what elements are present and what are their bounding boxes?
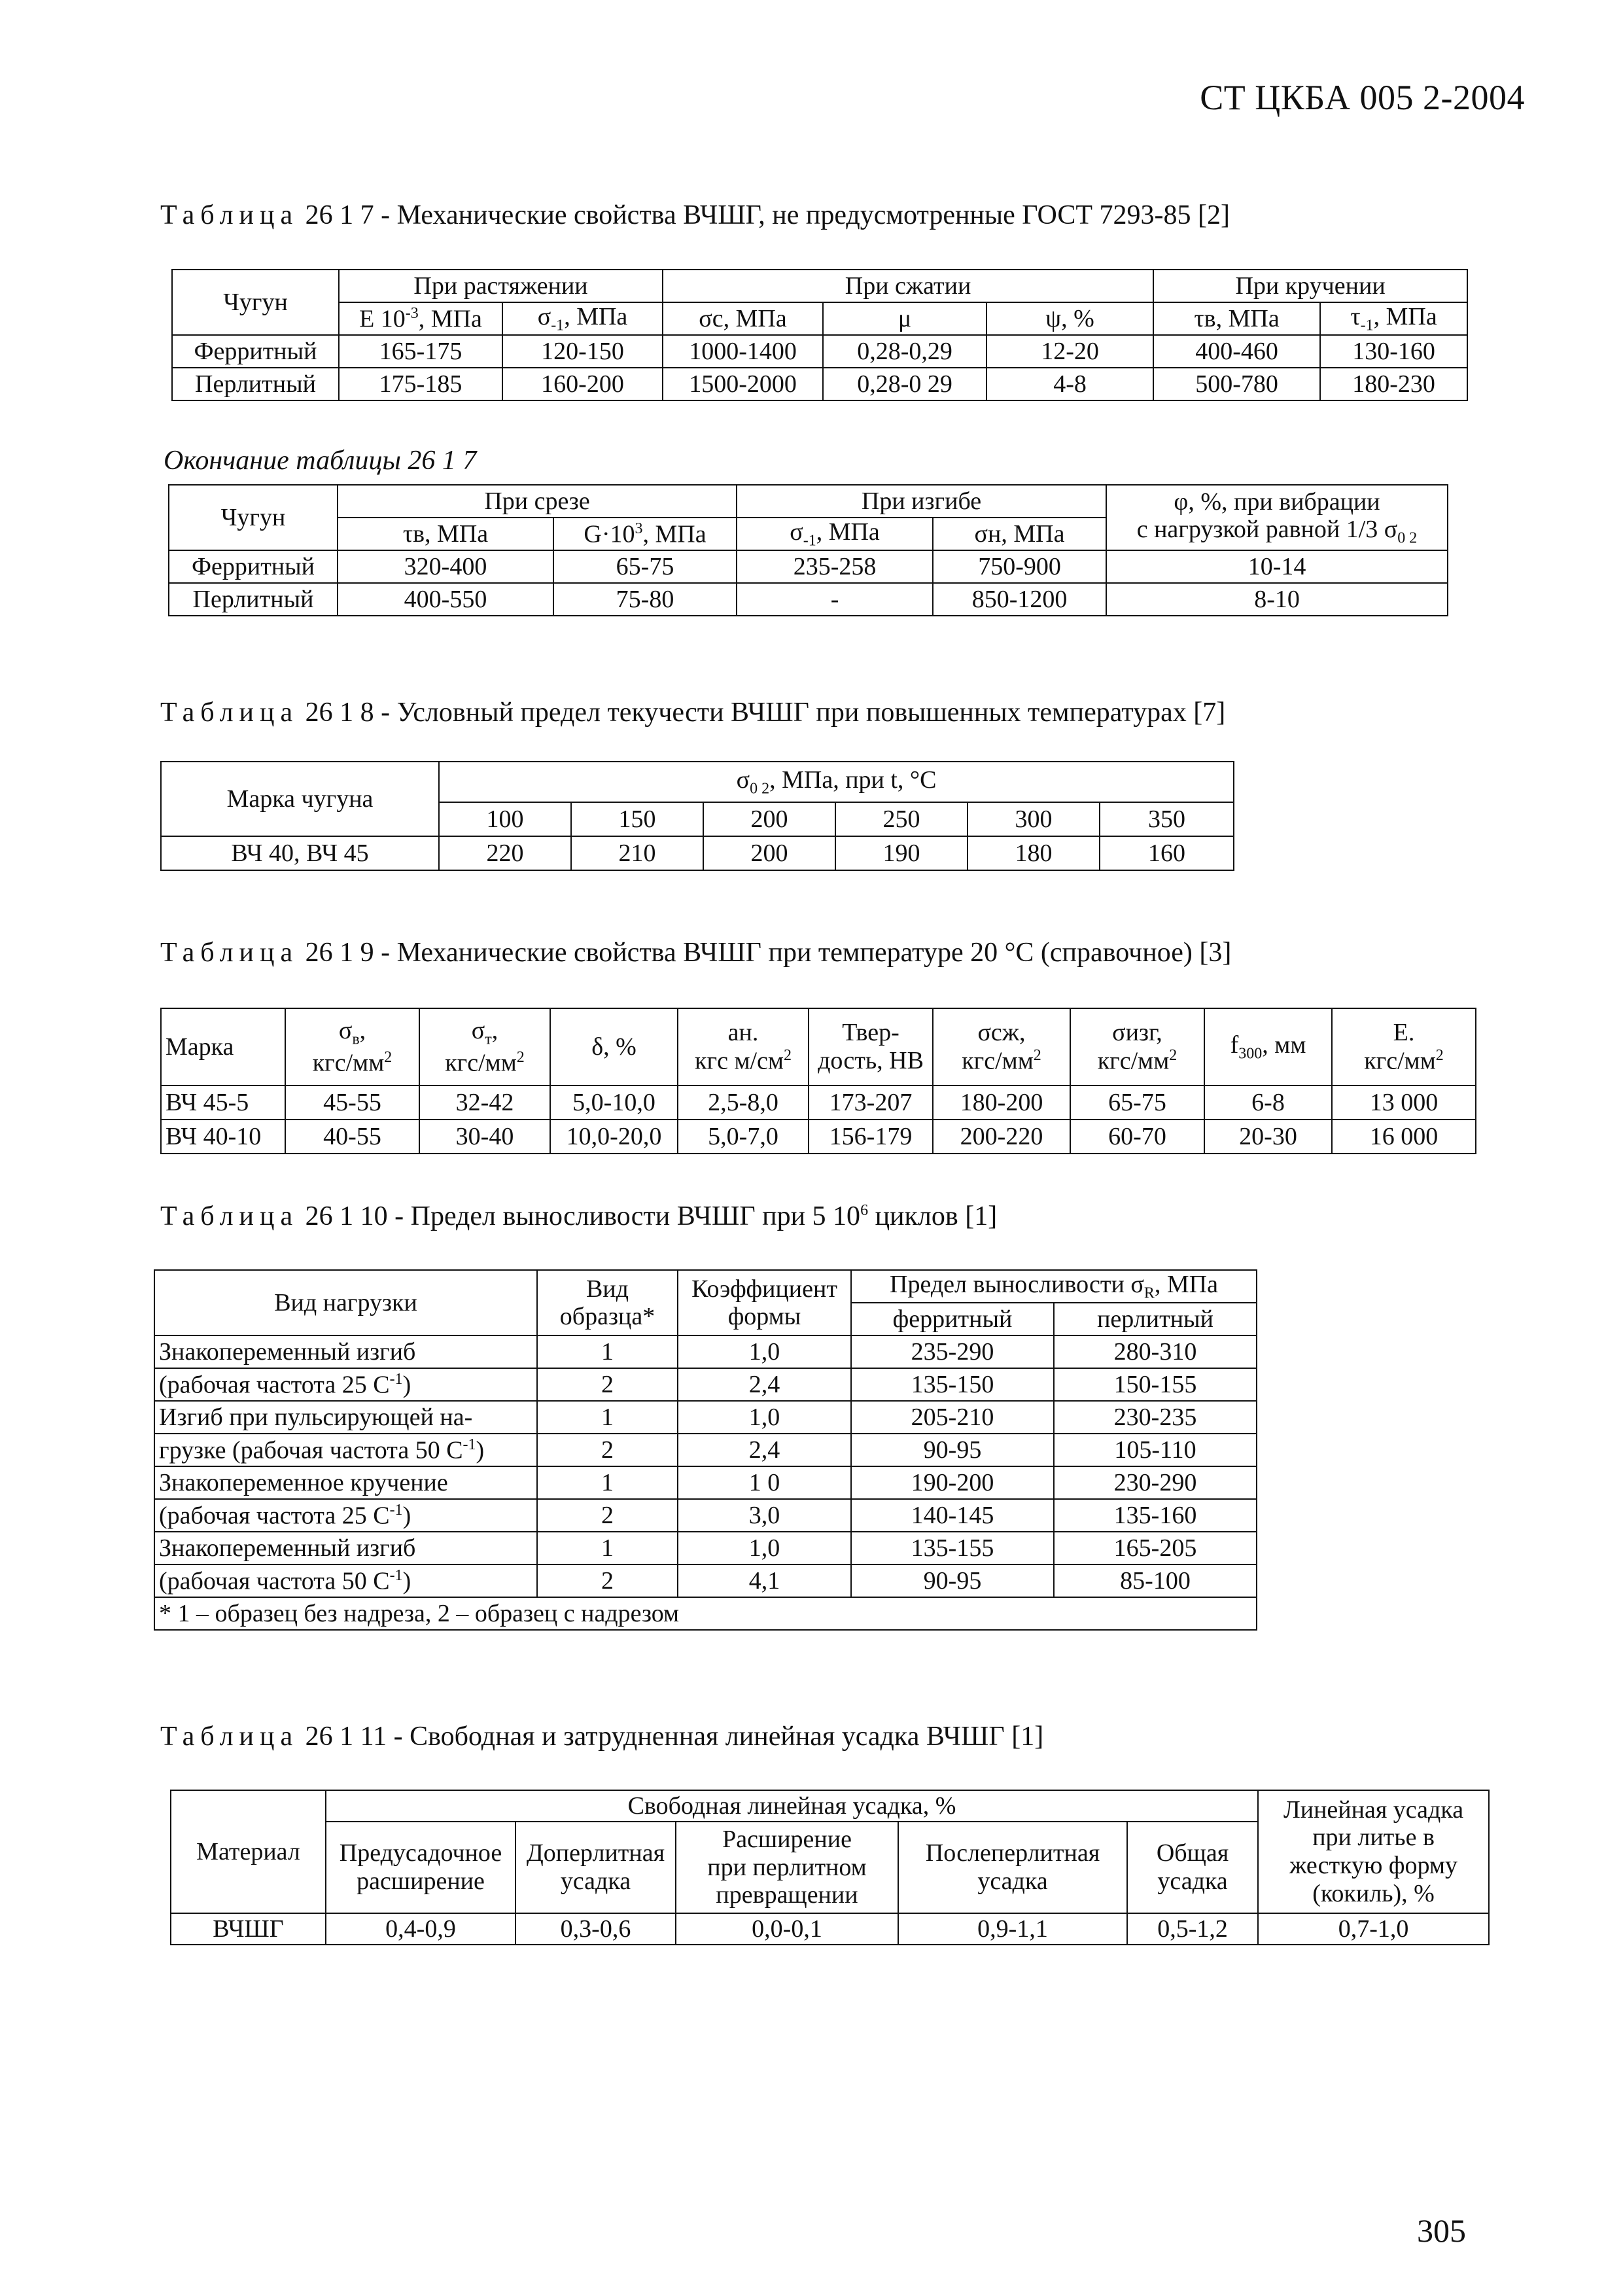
table-cell: 190	[835, 836, 968, 870]
table-row	[154, 1532, 1257, 1564]
header-free-shrinkage: Свободная линейная усадка, %	[326, 1790, 1258, 1822]
caption-number: 26 1 11	[305, 1722, 387, 1752]
header-grade: Марка	[161, 1008, 285, 1086]
table-cell: 180-200	[933, 1086, 1070, 1120]
table-cell: 1	[537, 1532, 678, 1564]
header-tension: При растяжении	[339, 270, 663, 302]
caption-table-continuation: Окончание таблицы 26 1 7	[164, 446, 477, 476]
table-cell: 1,0	[678, 1401, 851, 1434]
table-cell: 180-230	[1320, 368, 1467, 400]
table-cell: 0,3-0,6	[515, 1913, 676, 1945]
header-sigma-minus-1: $\sigma_{-1}$, МПа	[737, 518, 933, 550]
table-cell: 120-150	[502, 335, 663, 368]
table-cell: 180	[968, 836, 1100, 870]
table-cell: 130-160	[1320, 335, 1467, 368]
table-cell: 230-290	[1054, 1466, 1257, 1499]
table-cell: 32-42	[419, 1086, 550, 1120]
header-elastic-modulus: E $10^{-3}$, МПа	[339, 302, 502, 335]
table-cell: 1000-1400	[663, 335, 823, 368]
header-sigma-compression: σсж, кгс/$мм^2$	[933, 1008, 1070, 1086]
table-row	[161, 836, 1234, 870]
table-row	[161, 1086, 1476, 1120]
table-cell: 40-55	[285, 1120, 419, 1154]
header-pearlite-expansion: Расширение при перлитном превращении	[676, 1822, 898, 1913]
table-row	[154, 1401, 1257, 1434]
table-cell: 140-145	[851, 1499, 1054, 1532]
table-cell: 2,4	[678, 1368, 851, 1401]
header-shear-modulus: $G\cdot 10^3$, МПа	[553, 518, 737, 550]
header-postpearlite-shrinkage: Послеперлитная усадка	[898, 1822, 1127, 1913]
header-torsion: При кручении	[1153, 270, 1467, 302]
caption-label: Таблица	[160, 698, 299, 728]
table-cell: ВЧШГ	[171, 1913, 326, 1945]
load-type-line: Знакопеременный изгиб	[154, 1532, 537, 1564]
caption-text: - Предел выносливости ВЧШГ при 5 $10^6$ циклов [1]	[394, 1201, 998, 1231]
table-cell: 10-14	[1106, 550, 1448, 583]
header-shape-factor: Коэффициент формы	[678, 1270, 851, 1335]
table-cell: 320-400	[338, 550, 553, 583]
table-cell: 135-160	[1054, 1499, 1257, 1532]
caption-text: - Механические свойства ВЧШГ при температуре 20 °С (справочное) [3]	[381, 938, 1232, 968]
header-specimen-type: Вид образца*	[537, 1270, 678, 1335]
table-cell: 205-210	[851, 1401, 1054, 1434]
table-cell: 200	[703, 836, 835, 870]
header-fatigue-limit: Предел выносливости $\sigma_R$, МПа	[851, 1270, 1257, 1303]
header-material: Материал	[171, 1790, 326, 1913]
table-cell: 160-200	[502, 368, 663, 400]
table-cell: 5,0-7,0	[678, 1120, 809, 1154]
table-cell: 850-1200	[933, 583, 1106, 616]
table-linear-shrinkage	[170, 1790, 1490, 1945]
load-type-line: (рабочая частота 25 $С^{-1}$)	[154, 1368, 537, 1401]
table-cell: 400-550	[338, 583, 553, 616]
table-cell: 12-20	[986, 335, 1153, 368]
table-yield-strength-temperature	[160, 761, 1234, 871]
header-temperature: 200	[703, 802, 835, 836]
table-cell: 1	[537, 1466, 678, 1499]
table-cell: 150-155	[1054, 1368, 1257, 1401]
table-cell: 135-155	[851, 1532, 1054, 1564]
table-row	[169, 583, 1448, 616]
header-temperature: 300	[968, 802, 1100, 836]
table-cell: 65-75	[1070, 1086, 1204, 1120]
table-cell: 165-205	[1054, 1532, 1257, 1564]
caption-label: Таблица	[160, 938, 299, 968]
table-cell: Ферритный	[172, 335, 339, 368]
header-phi-vibration: φ, %, при вибрации с нагрузкой равной 1/3 $\sigma_{0 2}$	[1106, 485, 1448, 550]
header-pearlitic: перлитный	[1054, 1303, 1257, 1335]
table-footnote: * 1 – образец без надреза, 2 – образец с надрезом	[154, 1597, 1257, 1630]
table-row	[169, 550, 1448, 583]
table-cell: 0,4-0,9	[326, 1913, 515, 1945]
header-tau-minus-1: $\tau_{-1}$, МПа	[1320, 302, 1467, 335]
table-cell: 0,28-0,29	[823, 335, 986, 368]
table-cell: Перлитный	[172, 368, 339, 400]
header-sigma-bending: σизг, кгс/$мм^2$	[1070, 1008, 1204, 1086]
table-cell: 2,4	[678, 1434, 851, 1466]
table-cell: 0,9-1,1	[898, 1913, 1127, 1945]
table-cell: 750-900	[933, 550, 1106, 583]
table-mechanical-properties	[171, 269, 1468, 401]
table-cell: 500-780	[1153, 368, 1320, 400]
table-cell: 156-179	[809, 1120, 933, 1154]
caption-table-26-1-8	[160, 697, 1225, 728]
table-cell: -	[737, 583, 933, 616]
header-delta: δ, %	[550, 1008, 678, 1086]
table-cell: 280-310	[1054, 1335, 1257, 1368]
table-cell: ВЧ 40, ВЧ 45	[161, 836, 439, 870]
header-ferritic: ферритный	[851, 1303, 1054, 1335]
table-cell: 90-95	[851, 1564, 1054, 1597]
table-cell: 16 000	[1332, 1120, 1476, 1154]
table-cell: 2	[537, 1368, 678, 1401]
caption-label: Таблица	[160, 200, 299, 230]
table-cell: 60-70	[1070, 1120, 1204, 1154]
table-cell: 65-75	[553, 550, 737, 583]
table-cell: 175-185	[339, 368, 502, 400]
table-row	[154, 1368, 1257, 1401]
table-row	[171, 1913, 1489, 1945]
table-cell: 135-150	[851, 1368, 1054, 1401]
header-sigma-c: σс, МПа	[663, 302, 823, 335]
table-row	[154, 1335, 1257, 1368]
header-tau-v: τв, МПа	[1153, 302, 1320, 335]
header-tau-v: τв, МПа	[338, 518, 553, 550]
header-total-shrinkage: Общая усадка	[1127, 1822, 1258, 1913]
caption-number: 26 1 10	[305, 1201, 388, 1231]
table-cell: 160	[1100, 836, 1234, 870]
table-cell: 2	[537, 1564, 678, 1597]
table-cell: 8-10	[1106, 583, 1448, 616]
header-temperature: 250	[835, 802, 968, 836]
table-cell: 6-8	[1204, 1086, 1332, 1120]
load-type-line: (рабочая частота 50 $С^{-1}$)	[154, 1564, 537, 1597]
header-load-type: Вид нагрузки	[154, 1270, 537, 1335]
table-cell: 1	[537, 1335, 678, 1368]
load-type-line: грузке (рабочая частота 50 $С^{-1}$)	[154, 1434, 537, 1466]
table-row	[172, 335, 1467, 368]
caption-table-26-1-10	[160, 1201, 997, 1232]
header-yield-at-temperature: $\sigma_{0 2}$, МПа, при t, °С	[439, 762, 1234, 802]
table-cell: 400-460	[1153, 335, 1320, 368]
caption-number: 26 1 9	[305, 938, 374, 968]
header-sigma-t: $\sigma_т$, кгс/$мм^2$	[419, 1008, 550, 1086]
table-cell: 1500-2000	[663, 368, 823, 400]
header-shear: При срезе	[338, 485, 737, 518]
table-cell: 90-95	[851, 1434, 1054, 1466]
header-chill-mold-shrinkage: Линейная усадка при литье в жесткую форму (кокиль), %	[1258, 1790, 1489, 1913]
table-cell: 4,1	[678, 1564, 851, 1597]
caption-table-26-1-9	[160, 937, 1231, 968]
table-row	[154, 1434, 1257, 1466]
table-row	[161, 1120, 1476, 1154]
load-type-line: (рабочая частота 25 $С^{-1}$)	[154, 1499, 537, 1532]
table-cell: ВЧ 40-10	[161, 1120, 285, 1154]
load-type-line: Знакопеременный изгиб	[154, 1335, 537, 1368]
table-cell: 2	[537, 1434, 678, 1466]
table-row	[172, 368, 1467, 400]
header-deflection: $f_{300}$, мм	[1204, 1008, 1332, 1086]
header-cast-iron: Чугун	[169, 485, 338, 550]
caption-text: - Свободная и затрудненная линейная усадка ВЧШГ [1]	[393, 1722, 1044, 1752]
header-temperature: 350	[1100, 802, 1234, 836]
table-cell: 75-80	[553, 583, 737, 616]
table-cell: 1,0	[678, 1532, 851, 1564]
table-cell: 0,28-0 29	[823, 368, 986, 400]
table-cell: Перлитный	[169, 583, 338, 616]
header-mu: μ	[823, 302, 986, 335]
table-row	[154, 1466, 1257, 1499]
table-properties-20c	[160, 1008, 1476, 1154]
header-sigma-v: $\sigma_в$, кгс/$мм^2$	[285, 1008, 419, 1086]
table-cell: 1	[537, 1401, 678, 1434]
table-cell: 173-207	[809, 1086, 933, 1120]
header-sigma-minus-1: $\sigma_{-1}$, МПа	[502, 302, 663, 335]
table-cell: 230-235	[1054, 1401, 1257, 1434]
header-bending: При изгибе	[737, 485, 1106, 518]
table-cell: 0,0-0,1	[676, 1913, 898, 1945]
caption-table-26-1-7	[160, 200, 1230, 231]
header-prepearlite-shrinkage: Доперлитная усадка	[515, 1822, 676, 1913]
table-cell: 5,0-10,0	[550, 1086, 678, 1120]
header-impact-strength: ан. кгс $м/см^2$	[678, 1008, 809, 1086]
table-mechanical-properties-continued	[168, 484, 1448, 616]
table-cell: 20-30	[1204, 1120, 1332, 1154]
table-cell: 13 000	[1332, 1086, 1476, 1120]
table-cell: 45-55	[285, 1086, 419, 1120]
table-cell: 190-200	[851, 1466, 1054, 1499]
table-cell: 3,0	[678, 1499, 851, 1532]
load-type-line: Знакопеременное кручение	[154, 1466, 537, 1499]
table-cell: 105-110	[1054, 1434, 1257, 1466]
table-cell: 210	[571, 836, 703, 870]
header-cast-iron: Чугун	[172, 270, 339, 335]
table-cell: 1 0	[678, 1466, 851, 1499]
header-preshrinkage-expansion: Предусадочное расширение	[326, 1822, 515, 1913]
table-cell: 2,5-8,0	[678, 1086, 809, 1120]
table-cell: 220	[439, 836, 571, 870]
table-row	[154, 1564, 1257, 1597]
table-cell: 85-100	[1054, 1564, 1257, 1597]
table-cell: 2	[537, 1499, 678, 1532]
table-cell: 1,0	[678, 1335, 851, 1368]
page-number: 305	[1417, 2212, 1466, 2249]
caption-number: 26 1 8	[305, 698, 374, 728]
table-cell: 10,0-20,0	[550, 1120, 678, 1154]
caption-text: - Механические свойства ВЧШГ, не предусмотренные ГОСТ 7293-85 [2]	[381, 200, 1230, 230]
header-elastic-modulus: E. кгс/$мм^2$	[1332, 1008, 1476, 1086]
load-type-line: Изгиб при пульсирующей на-	[154, 1401, 537, 1434]
header-sigma-n: σн, МПа	[933, 518, 1106, 550]
table-cell: Ферритный	[169, 550, 338, 583]
header-hardness: Твер- дость, НВ	[809, 1008, 933, 1086]
table-cell: 0,5-1,2	[1127, 1913, 1258, 1945]
header-temperature: 100	[439, 802, 571, 836]
table-cell: 235-290	[851, 1335, 1054, 1368]
caption-text: - Условный предел текучести ВЧШГ при повышенных температурах [7]	[381, 698, 1226, 728]
header-compression: При сжатии	[663, 270, 1153, 302]
table-cell: 165-175	[339, 335, 502, 368]
caption-label: Таблица	[160, 1722, 299, 1752]
table-cell: 200-220	[933, 1120, 1070, 1154]
header-temperature: 150	[571, 802, 703, 836]
header-grade: Марка чугуна	[161, 762, 439, 836]
table-cell: 0,7-1,0	[1258, 1913, 1489, 1945]
caption-label: Таблица	[160, 1201, 299, 1231]
table-row	[154, 1499, 1257, 1532]
document-code: СТ ЦКБА 005 2-2004	[1200, 78, 1525, 117]
header-psi: ψ, %	[986, 302, 1153, 335]
caption-table-26-1-11	[160, 1721, 1043, 1752]
table-cell: ВЧ 45-5	[161, 1086, 285, 1120]
table-fatigue-limit	[154, 1269, 1257, 1631]
table-cell: 235-258	[737, 550, 933, 583]
table-cell: 4-8	[986, 368, 1153, 400]
caption-number: 26 1 7	[305, 200, 374, 230]
table-cell: 30-40	[419, 1120, 550, 1154]
